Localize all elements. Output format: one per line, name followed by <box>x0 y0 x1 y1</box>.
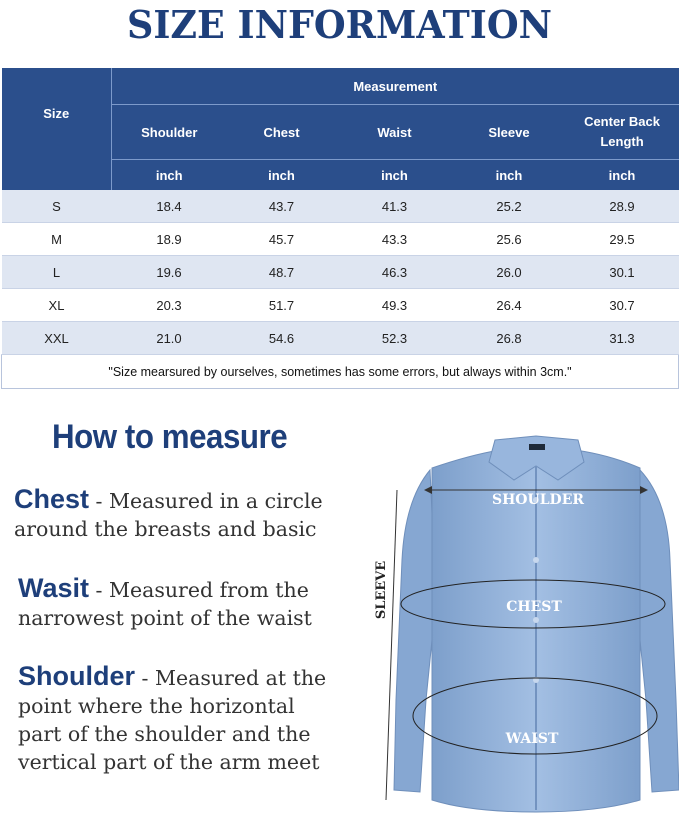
value-cell: 46.3 <box>337 256 453 289</box>
waist-label: WAIST <box>505 731 559 747</box>
description-line: part of the shoulder and the <box>18 722 311 746</box>
waist-term: Wasit <box>18 573 90 603</box>
table-row <box>2 190 679 223</box>
description-line: point where the horizontal <box>18 694 295 718</box>
size-cell: XL <box>2 289 112 322</box>
value-cell: 52.3 <box>337 322 453 355</box>
unit-label: inch <box>337 160 453 191</box>
value-cell: 26.0 <box>453 256 566 289</box>
value-cell: 30.1 <box>566 256 679 289</box>
table-row <box>2 256 679 289</box>
brand-tag-icon <box>529 444 545 450</box>
how-to-measure-title: How to measure <box>52 418 288 456</box>
value-cell: 31.3 <box>566 322 679 355</box>
table-row <box>2 289 679 322</box>
value-cell: 30.7 <box>566 289 679 322</box>
page-title: SIZE INFORMATION <box>127 2 552 47</box>
separator: - <box>135 666 155 690</box>
value-cell: 43.7 <box>227 190 337 223</box>
chest-description <box>14 485 323 543</box>
right-sleeve <box>636 470 679 792</box>
value-cell: 54.6 <box>227 322 337 355</box>
unit-label: inch <box>566 160 679 191</box>
separator: - <box>89 489 109 513</box>
column-header-shoulder: Shoulder <box>112 105 227 160</box>
value-cell: 20.3 <box>112 289 227 322</box>
button-icon <box>533 617 539 623</box>
value-cell: 29.5 <box>566 223 679 256</box>
size-cell: S <box>2 190 112 223</box>
left-sleeve <box>394 470 436 792</box>
measurement-header: Measurement <box>112 68 679 105</box>
shoulder-description <box>18 662 326 776</box>
description-line: narrowest point of the waist <box>18 606 312 630</box>
unit-label: inch <box>453 160 566 191</box>
table-row <box>2 223 679 256</box>
size-table <box>1 68 679 389</box>
unit-label: inch <box>112 160 227 191</box>
size-cell: XXL <box>2 322 112 355</box>
value-cell: 28.9 <box>566 190 679 223</box>
size-cell: M <box>2 223 112 256</box>
unit-label: inch <box>227 160 337 191</box>
description-line: Measured in a circle <box>108 489 323 513</box>
sleeve-label: SLEEVE <box>374 560 389 620</box>
value-cell: 19.6 <box>112 256 227 289</box>
column-header-sleeve: Sleeve <box>453 105 566 160</box>
chest-label: CHEST <box>506 599 562 615</box>
column-header-center-back-length: Center Back Length <box>566 105 679 160</box>
value-cell: 51.7 <box>227 289 337 322</box>
value-cell: 18.4 <box>112 190 227 223</box>
description-line: around the breasts and basic <box>14 517 317 541</box>
value-cell: 43.3 <box>337 223 453 256</box>
size-cell: L <box>2 256 112 289</box>
value-cell: 49.3 <box>337 289 453 322</box>
shoulder-term: Shoulder <box>18 661 136 691</box>
waist-description <box>18 574 312 632</box>
chest-term: Chest <box>14 484 90 514</box>
size-header: Size <box>2 68 112 160</box>
shirt-measurement-diagram <box>362 425 679 820</box>
value-cell: 21.0 <box>112 322 227 355</box>
value-cell: 26.4 <box>453 289 566 322</box>
value-cell: 25.6 <box>453 223 566 256</box>
description-line: Measured from the <box>108 578 309 602</box>
column-header-chest: Chest <box>227 105 337 160</box>
description-line: vertical part of the arm meet <box>18 750 320 774</box>
value-cell: 45.7 <box>227 223 337 256</box>
separator: - <box>89 578 109 602</box>
value-cell: 26.8 <box>453 322 566 355</box>
table-note: "Size mearsured by ourselves, sometimes has some errors, but always within 3cm." <box>2 355 679 389</box>
units-spacer <box>2 160 112 191</box>
button-icon <box>533 557 539 563</box>
value-cell: 25.2 <box>453 190 566 223</box>
value-cell: 41.3 <box>337 190 453 223</box>
value-cell: 18.9 <box>112 223 227 256</box>
value-cell: 48.7 <box>227 256 337 289</box>
description-line: Measured at the <box>154 666 327 690</box>
shoulder-label: SHOULDER <box>491 492 585 508</box>
table-row <box>2 322 679 355</box>
column-header-waist: Waist <box>337 105 453 160</box>
